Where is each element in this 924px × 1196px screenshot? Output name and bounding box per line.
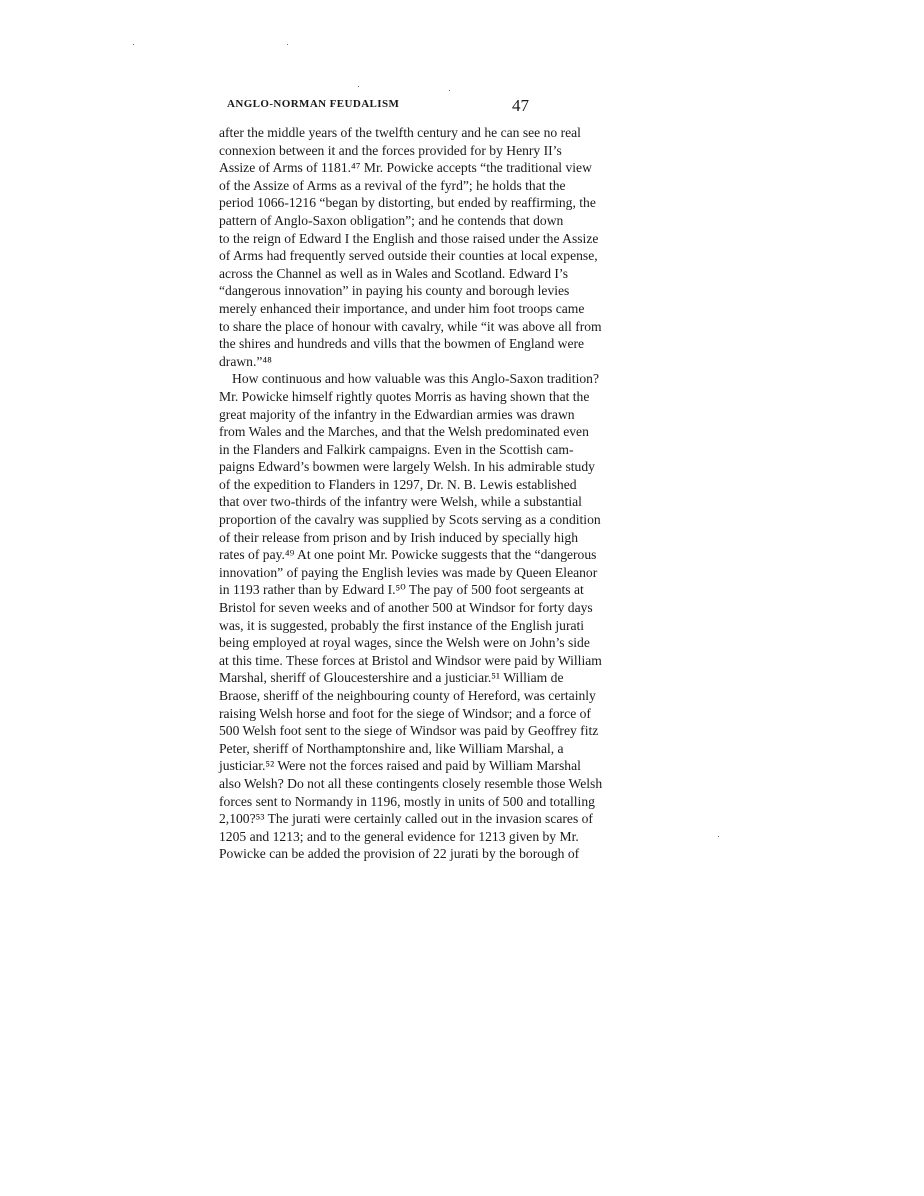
running-title: ANGLO-NORMAN FEUDALISM [227, 98, 400, 110]
text-line: 2,100?⁵³ The jurati were certainly called out in the invasion scares of [219, 811, 593, 827]
text-line: Peter, sheriff of Northamptonshire and, like William Marshal, a [219, 740, 564, 756]
scan-speck [358, 86, 359, 87]
text-line: justiciar.⁵² Were not the forces raised and paid by William Marshal [219, 758, 581, 774]
text-line: after the middle years of the twelfth century and he can see no real [219, 125, 581, 140]
text-line: 500 Welsh foot sent to the siege of Windsor was paid by Geoffrey fitz [219, 723, 599, 739]
text-line: Mr. Powicke himself rightly quotes Morris as having shown that the [219, 388, 590, 404]
page-number: 47 [512, 96, 529, 115]
scan-speck [287, 44, 288, 45]
text-line: of the expedition to Flanders in 1297, Dr. N. B. Lewis established [219, 476, 577, 492]
text-line: Marshal, sheriff of Gloucestershire and a justiciar.⁵¹ William de [219, 670, 564, 686]
text-line: across the Channel as well as in Wales and Scotland. Edward I’s [219, 265, 568, 281]
text-line: How continuous and how valuable was this Anglo-Saxon tradition? [232, 371, 599, 387]
text-line: also Welsh? Do not all these contingents closely resemble those Welsh [219, 775, 603, 791]
text-line: Assize of Arms of 1181.⁴⁷ Mr. Powicke accepts “the traditional view [219, 160, 592, 176]
text-line: to the reign of Edward I the English and those raised under the Assize [219, 230, 599, 246]
text-line: to share the place of honour with cavalry, while “it was above all from [219, 318, 602, 334]
scan-speck [133, 44, 134, 45]
text-line: paigns Edward’s bowmen were largely Welsh. In his admirable study [219, 459, 595, 475]
text-line: of their release from prison and by Irish induced by specially high [219, 529, 578, 545]
text-line: Bristol for seven weeks and of another 500 at Windsor for forty days [219, 600, 593, 616]
text-line: at this time. These forces at Bristol and Windsor were paid by William [219, 652, 602, 668]
text-line: of Arms had frequently served outside their counties at local expense, [219, 248, 598, 264]
text-line: was, it is suggested, probably the first instance of the English jurati [219, 617, 585, 633]
text-line: that over two-thirds of the infantry were Welsh, while a substantial [219, 494, 582, 510]
scan-speck [449, 90, 450, 91]
text-line: proportion of the cavalry was supplied by Scots serving as a condition [219, 512, 601, 528]
text-line: of the Assize of Arms as a revival of the fyrd”; he holds that the [219, 177, 566, 193]
text-line: in the Flanders and Falkirk campaigns. Even in the Scottish cam- [219, 441, 574, 457]
text-line: Braose, sheriff of the neighbouring county of Hereford, was certainly [219, 688, 596, 703]
text-line: rates of pay.⁴⁹ At one point Mr. Powicke suggests that the “dangerous [219, 547, 597, 563]
text-line: pattern of Anglo-Saxon obligation”; and he contends that down [219, 212, 564, 228]
text-line: merely enhanced their importance, and under him foot troops came [219, 300, 585, 316]
text-line: in 1193 rather than by Edward I.⁵⁰ The pay of 500 foot sergeants at [219, 582, 584, 598]
scan-speck [718, 836, 719, 837]
text-line: raising Welsh horse and foot for the siege of Windsor; and a force of [219, 705, 591, 721]
text-line: forces sent to Normandy in 1196, mostly in units of 500 and totalling [219, 793, 595, 809]
text-line: Powicke can be added the provision of 22 jurati by the borough of [219, 846, 580, 862]
text-line: 1205 and 1213; and to the general evidence for 1213 given by Mr. [219, 828, 579, 844]
text-line: the shires and hundreds and vills that the bowmen of England were [219, 336, 585, 352]
text-line: being employed at royal wages, since the Welsh were on John’s side [219, 635, 590, 651]
text-line: from Wales and the Marches, and that the Welsh predominated even [219, 424, 589, 440]
text-line: innovation” of paying the English levies was made by Queen Eleanor [219, 564, 598, 580]
text-line: “dangerous innovation” in paying his county and borough levies [219, 283, 570, 299]
text-line: drawn.”⁴⁸ [219, 353, 272, 369]
text-line: period 1066-1216 “began by distorting, but ended by reaffirming, the [219, 195, 596, 211]
text-line: great majority of the infantry in the Edwardian armies was drawn [219, 406, 575, 422]
body-text [219, 124, 603, 863]
text-line: connexion between it and the forces provided for by Henry II’s [219, 142, 562, 158]
